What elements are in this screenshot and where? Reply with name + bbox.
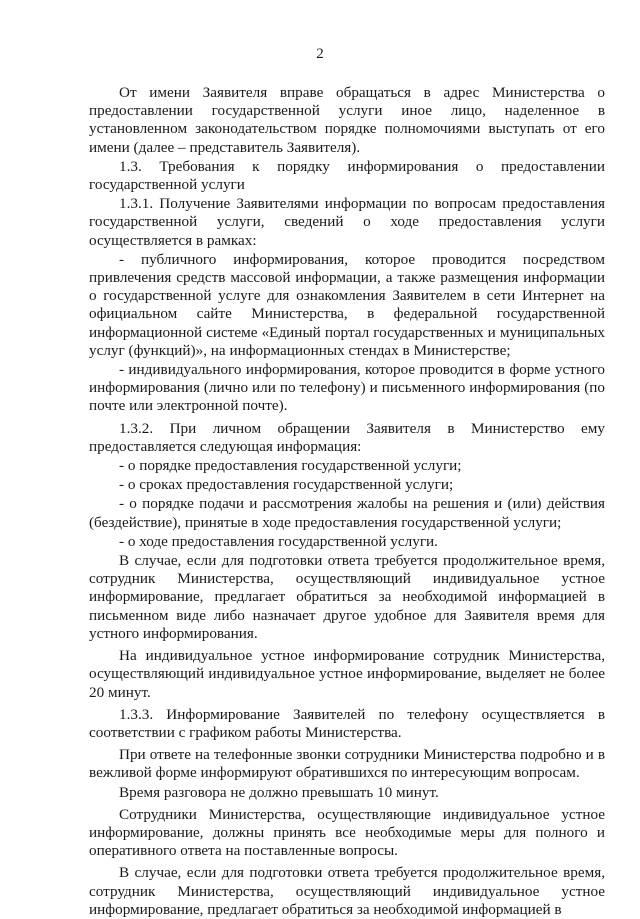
paragraph-1-3-3: 1.3.3. Информирование Заявителей по телефону осуществляется в соответствии с графиком работы Министерства. [89, 705, 605, 741]
paragraph-call-duration: Время разговора не должно превышать 10 минут. [119, 783, 439, 801]
document-body [89, 84, 605, 919]
paragraph-long-answer-repeat: В случае, если для подготовки ответа требуется продолжительное время, сотрудник Министерства, осуществляющий индивидуальное устное информирование, предлагает обратиться за необходимой информацией в [89, 864, 605, 918]
list-item-individual-informing: - индивидуального информирования, которое проводится в форме устного информирования (лично или по телефону) и письменного информирования (по почте или электронной почте). [89, 361, 605, 415]
list-item-procedure: - о порядке предоставления государственной услуги; [119, 457, 462, 475]
list-item-terms: - о сроках предоставления государственной услуги; [119, 476, 454, 494]
paragraph-staff-measures: Сотрудники Министерства, осуществляющие индивидуальное устное информирование, должны принять все необходимые меры для полного и оперативного ответа на поставленные вопросы. [89, 805, 605, 860]
paragraph-phone-calls: При ответе на телефонные звонки сотрудники Министерства подробно и в вежливой форме информируют обратившихся по интересующим вопросам. [89, 746, 605, 782]
paragraph-representative: От имени Заявителя вправе обращаться в адрес Министерства о предоставлении государственной услуги иное лицо, наделенное в установленном законодательством порядке полномочиями выступать от его имени (далее – представитель Заявителя). [89, 84, 605, 156]
section-heading-1-3: 1.3. Требования к порядку информирования о предоставлении государственной услуги [89, 157, 605, 194]
paragraph-long-answer: В случае, если для подготовки ответа требуется продолжительное время, сотрудник Министерства, осуществляющий индивидуальное устное информирование, предлагает обратиться за необходимой информацией в письменном виде либо назначает другое удобное для Заявителя время для устного информирования. [89, 552, 605, 642]
paragraph-1-3-2: 1.3.2. При личном обращении Заявителя в Министерство ему предоставляется следующая информация: [89, 419, 605, 455]
list-item-public-informing: - публичного информирования, которое проводится посредством привлечения средств массовой информации, а также размещения информации о государственной услуге для ознакомления Заявителем в сети Интернет на официальном сайте Министерства, в федеральной государственной информационной системе «Единый портал государственных и муниципальных услуг (функций)», на информационных стендах в Министерстве; [89, 250, 605, 359]
list-item-complaints: - о порядке подачи и рассмотрения жалобы на решения и (или) действия (бездействие), принятые в ходе предоставления государственной услуги; [89, 495, 605, 531]
page-number: 2 [316, 46, 324, 62]
paragraph-time-limit: На индивидуальное устное информирование сотрудник Министерства, осуществляющий индивидуальное устное информирование, выделяет не более 20 минут. [89, 647, 605, 701]
paragraph-1-3-1: 1.3.1. Получение Заявителями информации по вопросам предоставления государственной услуги, сведений о ходе предоставления услуги осуществляется в рамках: [89, 195, 605, 249]
list-item-progress: - о ходе предоставления государственной услуги. [119, 532, 438, 550]
